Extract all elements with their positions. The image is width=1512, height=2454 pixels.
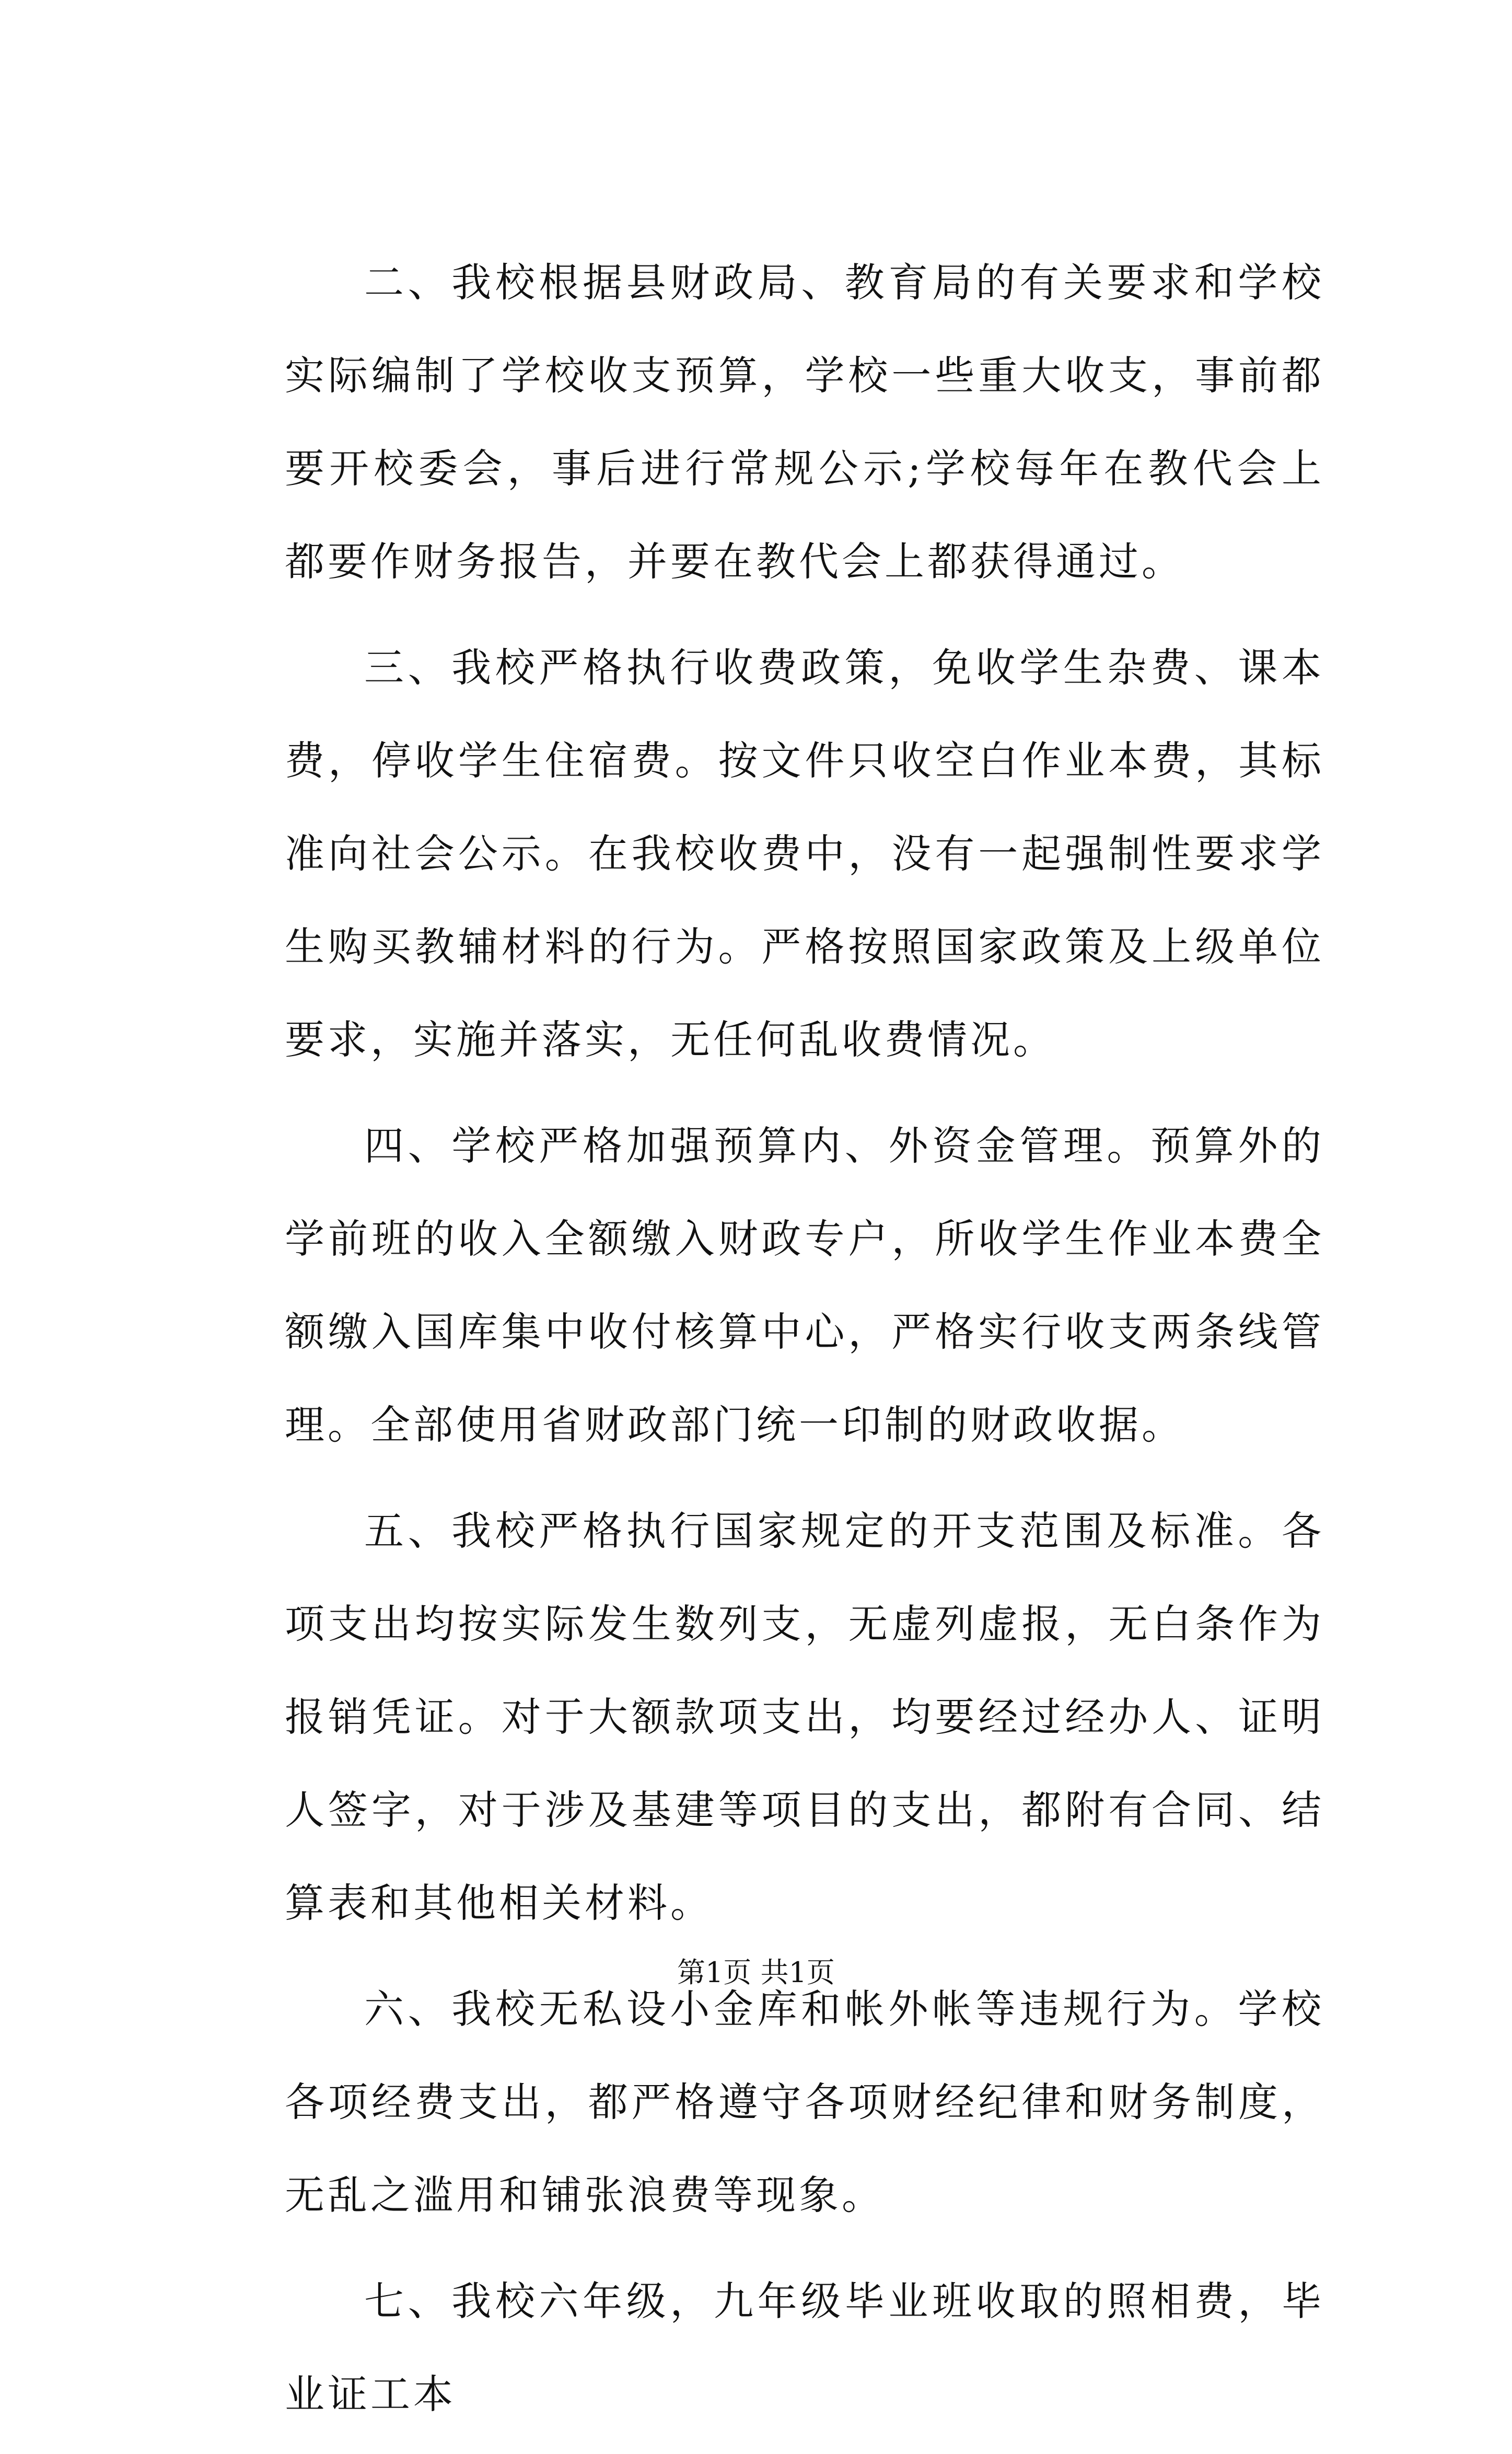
paragraph-6: 六、我校无私设小金库和帐外帐等违规行为。学校各项经费支出，都严格遵守各项财经纪律和财务制度，无乱之滥用和铺张浪费等现象。 [285,1986,1324,2218]
page-footer: 第1页 共1页 [677,1956,835,1989]
paragraph-4: 四、学校严格加强预算内、外资金管理。预算外的学前班的收入全额缴入财政专户，所收学生作业本费全额缴入国库集中收付核算中心，严格实行收支两条线管理。全部使用省财政部门统一印制的财政收据。 [285,1122,1324,1448]
paragraph-7: 七、我校六年级，九年级毕业班收取的照相费，毕业证工本 [285,2278,1324,2417]
paragraph-5: 五、我校严格执行国家规定的开支范围及标准。各项支出均按实际发生数列支，无虚列虚报，无白条作为报销凭证。对于大额款项支出，均要经过经办人、证明人签字，对于涉及基建等项目的支出，都附有合同、结算表和其他相关材料。 [285,1508,1324,1926]
paragraph-2: 二、我校根据县财政局、教育局的有关要求和学校实际编制了学校收支预算，学校一些重大收支，事前都要开校委会，事后进行常规公示;学校每年在教代会上都要作财务报告，并要在教代会上都获得通过。 [285,259,1324,585]
paragraph-3: 三、我校严格执行收费政策，免收学生杂费、课本费，停收学生住宿费。按文件只收空白作业本费，其标准向社会公示。在我校收费中，没有一起强制性要求学生购买教辅材料的行为。严格按照国家政策及上级单位要求，实施并落实，无任何乱收费情况。 [285,644,1324,1063]
document-body [285,236,1324,2454]
